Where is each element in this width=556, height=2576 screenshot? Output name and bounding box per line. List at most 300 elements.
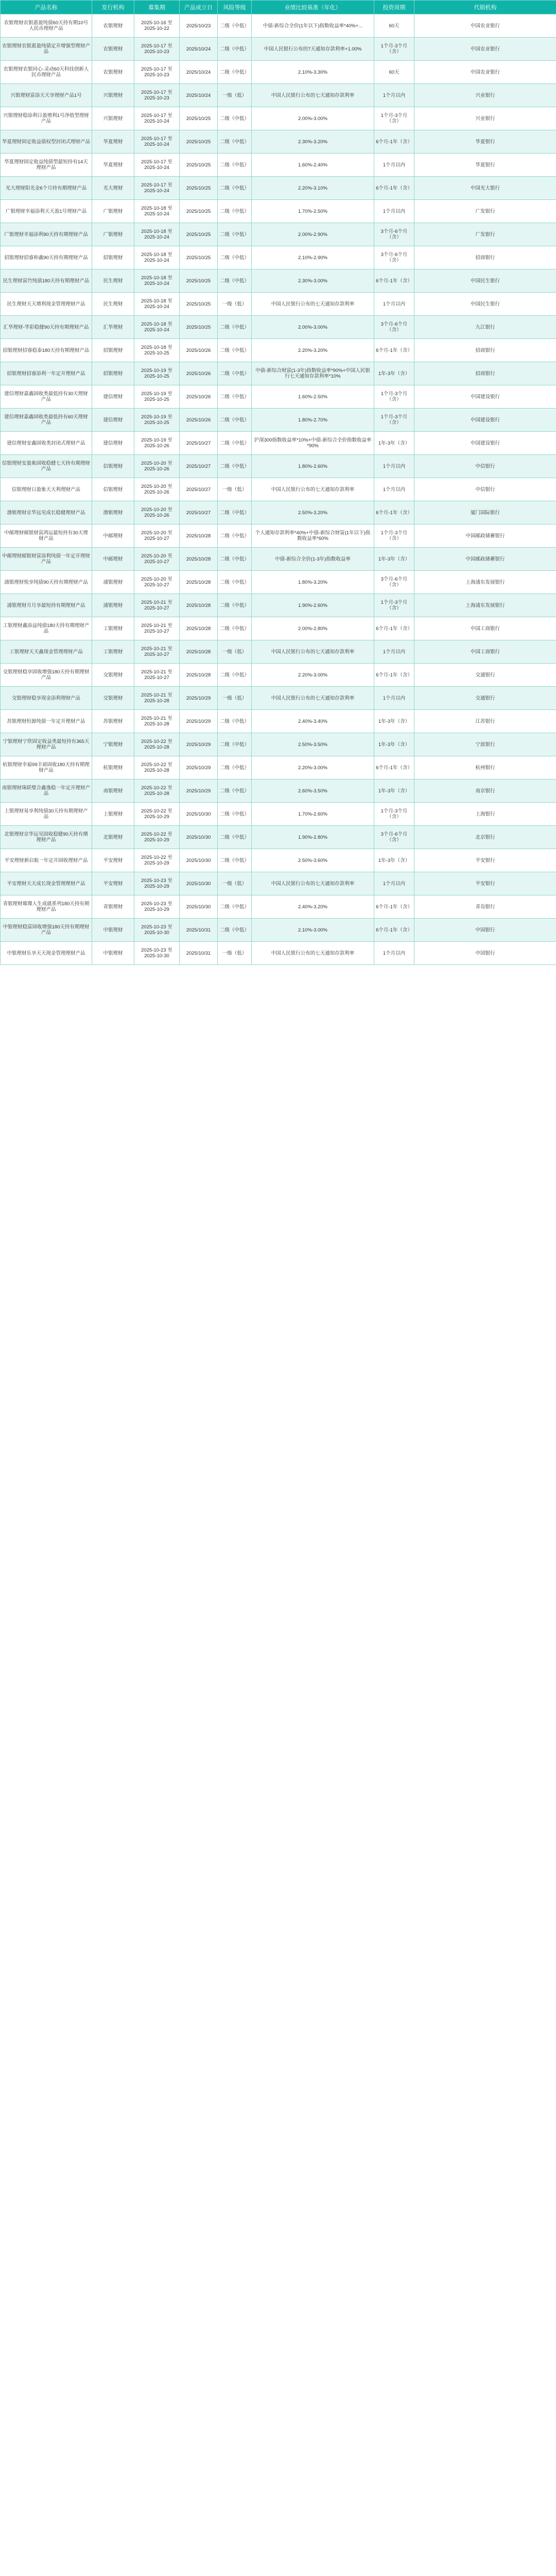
cell-distributor: 华夏银行 xyxy=(414,154,556,177)
header-risk-level: 风险等级 xyxy=(218,1,252,14)
cell-benchmark: 2.20%-3.20% xyxy=(252,339,374,362)
cell-benchmark: 中国人民银行公布的七天通知存款利率 xyxy=(252,478,374,501)
table-row xyxy=(1,130,556,154)
cell-raise-period: 2025-10-18 至 2025-10-24 xyxy=(134,200,180,223)
cell-product-name: 中银理财稳富固收增强180天持有期理财产品 xyxy=(1,919,92,942)
cell-distributor: 中国工商银行 xyxy=(414,617,556,640)
table-row xyxy=(1,61,556,84)
cell-investment-term: 1个月-3个月（含） xyxy=(374,107,414,130)
cell-issuer: 平安理财 xyxy=(92,872,134,895)
cell-raise-period: 2025-10-18 至 2025-10-24 xyxy=(134,293,180,316)
cell-raise-period: 2025-10-23 至 2025-10-29 xyxy=(134,895,180,919)
table-row xyxy=(1,594,556,617)
cell-raise-period: 2025-10-16 至 2025-10-22 xyxy=(134,14,180,38)
cell-issuer: 建信理财 xyxy=(92,385,134,409)
cell-risk-level: 二级（中低） xyxy=(218,849,252,872)
cell-risk-level: 二级（中低） xyxy=(218,919,252,942)
cell-establish-date: 2025/10/28 xyxy=(180,571,218,594)
cell-distributor: 广发银行 xyxy=(414,200,556,223)
cell-raise-period: 2025-10-22 至 2025-10-28 xyxy=(134,733,180,756)
cell-product-name: 北银理财京华远见固收稳健90天持有期理财产品 xyxy=(1,826,92,849)
table-row xyxy=(1,548,556,571)
cell-distributor: 宁波银行 xyxy=(414,733,556,756)
cell-establish-date: 2025/10/30 xyxy=(180,826,218,849)
cell-distributor: 中国建设银行 xyxy=(414,385,556,409)
cell-issuer: 信银理财 xyxy=(92,478,134,501)
cell-risk-level: 二级（中低） xyxy=(218,756,252,779)
cell-establish-date: 2025/10/25 xyxy=(180,223,218,246)
table-row xyxy=(1,919,556,942)
table-row xyxy=(1,687,556,710)
table-row xyxy=(1,849,556,872)
cell-benchmark: 中国人民银行公布的7天通知存款利率+1.00% xyxy=(252,38,374,61)
cell-risk-level: 一级（低） xyxy=(218,478,252,501)
cell-product-name: 建信理财安鑫固收类封闭式理财产品 xyxy=(1,432,92,455)
cell-investment-term: 6个月-1年（含） xyxy=(374,177,414,200)
cell-benchmark: 1.90%-2.60% xyxy=(252,594,374,617)
cell-product-name: 建信理财嘉鑫固收类最低持有60天理财产品 xyxy=(1,409,92,432)
cell-issuer: 华夏理财 xyxy=(92,130,134,154)
cell-investment-term: 6个月-1年（含） xyxy=(374,501,414,524)
header-benchmark: 业绩比较基准（年化） xyxy=(252,1,374,14)
cell-benchmark: 1.80%-3.20% xyxy=(252,571,374,594)
cell-issuer: 中邮理财 xyxy=(92,548,134,571)
cell-establish-date: 2025/10/24 xyxy=(180,38,218,61)
cell-distributor: 上海浦东发展银行 xyxy=(414,571,556,594)
table-row xyxy=(1,710,556,733)
cell-establish-date: 2025/10/29 xyxy=(180,779,218,803)
cell-investment-term: 6个月-1年（含） xyxy=(374,919,414,942)
cell-distributor: 厦门国际银行 xyxy=(414,501,556,524)
cell-raise-period: 2025-10-23 至 2025-10-29 xyxy=(134,872,180,895)
cell-benchmark: 2.00%-2.80% xyxy=(252,617,374,640)
cell-product-name: 杭银理财幸福99丰裕固收180天持有期理财产品 xyxy=(1,756,92,779)
cell-issuer: 汇华理财 xyxy=(92,316,134,339)
table-row xyxy=(1,385,556,409)
cell-distributor: 中国建设银行 xyxy=(414,409,556,432)
cell-risk-level: 二级（中低） xyxy=(218,779,252,803)
cell-investment-term: 1年-3年（含） xyxy=(374,548,414,571)
cell-issuer: 工银理财 xyxy=(92,617,134,640)
cell-benchmark: 2.40%-3.20% xyxy=(252,895,374,919)
cell-issuer: 兴银理财 xyxy=(92,84,134,107)
cell-product-name: 浦银理财月月享最短持有期理财产品 xyxy=(1,594,92,617)
cell-risk-level: 一级（低） xyxy=(218,84,252,107)
cell-establish-date: 2025/10/25 xyxy=(180,316,218,339)
cell-establish-date: 2025/10/28 xyxy=(180,664,218,687)
table-row xyxy=(1,826,556,849)
cell-distributor: 中国农业银行 xyxy=(414,38,556,61)
cell-investment-term: 3个月-6个月（含） xyxy=(374,223,414,246)
cell-product-name: 建信理财嘉鑫固收类最低持有30天理财产品 xyxy=(1,385,92,409)
cell-raise-period: 2025-10-19 至 2025-10-25 xyxy=(134,409,180,432)
cell-establish-date: 2025/10/28 xyxy=(180,594,218,617)
cell-distributor: 中国光大银行 xyxy=(414,177,556,200)
cell-issuer: 杭银理财 xyxy=(92,756,134,779)
cell-product-name: 兴银理财富添天天享理财产品1号 xyxy=(1,84,92,107)
cell-benchmark: 2.10%-3.00% xyxy=(252,919,374,942)
cell-distributor: 交通银行 xyxy=(414,687,556,710)
table-row xyxy=(1,455,556,478)
cell-issuer: 苏银理财 xyxy=(92,710,134,733)
cell-issuer: 信银理财 xyxy=(92,455,134,478)
cell-benchmark: 2.40%-3.40% xyxy=(252,710,374,733)
cell-product-name: 广银理财幸福添利天天盈1号理财产品 xyxy=(1,200,92,223)
cell-issuer: 广银理财 xyxy=(92,200,134,223)
cell-establish-date: 2025/10/25 xyxy=(180,269,218,293)
cell-issuer: 广银理财 xyxy=(92,223,134,246)
cell-risk-level: 二级（中低） xyxy=(218,61,252,84)
cell-distributor: 南京银行 xyxy=(414,779,556,803)
cell-product-name: 民生理财富竹纯债180天持有期理财产品 xyxy=(1,269,92,293)
table-row xyxy=(1,524,556,548)
cell-issuer: 民生理财 xyxy=(92,293,134,316)
cell-issuer: 宁银理财 xyxy=(92,733,134,756)
table-row xyxy=(1,617,556,640)
cell-benchmark: 1.70%-2.60% xyxy=(252,803,374,826)
cell-product-name: 招银理财招睿和鑫90天持有期理财产品 xyxy=(1,246,92,269)
cell-issuer: 浦银理财 xyxy=(92,571,134,594)
cell-product-name: 华夏理财固定收益纯债型最短持有14天理财产品 xyxy=(1,154,92,177)
cell-raise-period: 2025-10-17 至 2025-10-23 xyxy=(134,61,180,84)
cell-investment-term: 1个月以内 xyxy=(374,84,414,107)
cell-risk-level: 二级（中低） xyxy=(218,385,252,409)
cell-establish-date: 2025/10/25 xyxy=(180,293,218,316)
table-row xyxy=(1,14,556,38)
cell-raise-period: 2025-10-19 至 2025-10-25 xyxy=(134,362,180,385)
table-row xyxy=(1,664,556,687)
cell-distributor: 招商银行 xyxy=(414,246,556,269)
cell-raise-period: 2025-10-18 至 2025-10-25 xyxy=(134,339,180,362)
cell-establish-date: 2025/10/29 xyxy=(180,687,218,710)
cell-raise-period: 2025-10-18 至 2025-10-24 xyxy=(134,269,180,293)
cell-benchmark: 2.00%-3.00% xyxy=(252,107,374,130)
cell-risk-level: 二级（中低） xyxy=(218,246,252,269)
table-row xyxy=(1,733,556,756)
cell-risk-level: 一级（低） xyxy=(218,293,252,316)
cell-benchmark: 2.60%-3.50% xyxy=(252,779,374,803)
cell-product-name: 光大理财阳光金6个月持有期理财产品 xyxy=(1,177,92,200)
cell-benchmark: 中债-新综合全价(1年以下)指数收益率*40%+... xyxy=(252,14,374,38)
cell-raise-period: 2025-10-22 至 2025-10-29 xyxy=(134,849,180,872)
cell-investment-term: 60天 xyxy=(374,61,414,84)
cell-benchmark: 中国人民银行公布的七天通知存款利率 xyxy=(252,942,374,965)
cell-investment-term: 1个月以内 xyxy=(374,478,414,501)
cell-issuer: 建信理财 xyxy=(92,432,134,455)
cell-establish-date: 2025/10/27 xyxy=(180,432,218,455)
cell-investment-term: 1个月以内 xyxy=(374,154,414,177)
cell-benchmark: 1.80%-2.70% xyxy=(252,409,374,432)
cell-investment-term: 1个月以内 xyxy=(374,640,414,664)
cell-distributor: 兴业银行 xyxy=(414,84,556,107)
table-row xyxy=(1,756,556,779)
cell-product-name: 工银理财鑫添益纯债180天持有期理财产品 xyxy=(1,617,92,640)
cell-raise-period: 2025-10-21 至 2025-10-27 xyxy=(134,640,180,664)
cell-risk-level: 二级（中低） xyxy=(218,409,252,432)
cell-risk-level: 二级（中低） xyxy=(218,524,252,548)
cell-establish-date: 2025/10/26 xyxy=(180,339,218,362)
cell-product-name: 兴银理财稳添利日盈增利1号净值型理财产品 xyxy=(1,107,92,130)
cell-risk-level: 二级（中低） xyxy=(218,107,252,130)
cell-issuer: 上银理财 xyxy=(92,803,134,826)
cell-establish-date: 2025/10/26 xyxy=(180,409,218,432)
cell-risk-level: 二级（中低） xyxy=(218,895,252,919)
cell-raise-period: 2025-10-17 至 2025-10-24 xyxy=(134,130,180,154)
cell-risk-level: 二级（中低） xyxy=(218,501,252,524)
cell-investment-term: 1个月以内 xyxy=(374,687,414,710)
cell-investment-term: 60天 xyxy=(374,14,414,38)
cell-benchmark: 2.20%-3.00% xyxy=(252,664,374,687)
cell-establish-date: 2025/10/25 xyxy=(180,246,218,269)
cell-risk-level: 二级（中低） xyxy=(218,38,252,61)
cell-product-name: 苏银理财恒源纯债一年定开理财产品 xyxy=(1,710,92,733)
cell-establish-date: 2025/10/28 xyxy=(180,617,218,640)
cell-investment-term: 6个月-1年（含） xyxy=(374,130,414,154)
cell-issuer: 南银理财 xyxy=(92,779,134,803)
cell-issuer: 建信理财 xyxy=(92,409,134,432)
cell-raise-period: 2025-10-22 至 2025-10-29 xyxy=(134,826,180,849)
cell-distributor: 平安银行 xyxy=(414,872,556,895)
table-row xyxy=(1,432,556,455)
cell-establish-date: 2025/10/29 xyxy=(180,710,218,733)
cell-raise-period: 2025-10-21 至 2025-10-27 xyxy=(134,594,180,617)
table-row xyxy=(1,316,556,339)
cell-raise-period: 2025-10-19 至 2025-10-25 xyxy=(134,385,180,409)
cell-product-name: 农银理财农银惠盈纯债60天持有期10号人民币理财产品 xyxy=(1,14,92,38)
cell-benchmark: 1.60%-2.50% xyxy=(252,385,374,409)
table-body xyxy=(1,14,556,965)
table-row xyxy=(1,803,556,826)
cell-product-name: 青银理财璀璨人生成就系列180天持有期理财产品 xyxy=(1,895,92,919)
cell-establish-date: 2025/10/28 xyxy=(180,640,218,664)
cell-investment-term: 3个月-6个月（含） xyxy=(374,826,414,849)
cell-raise-period: 2025-10-20 至 2025-10-26 xyxy=(134,478,180,501)
table-row xyxy=(1,38,556,61)
cell-issuer: 民生理财 xyxy=(92,269,134,293)
table-row xyxy=(1,362,556,385)
cell-investment-term: 3个月-6个月（含） xyxy=(374,571,414,594)
cell-risk-level: 二级（中低） xyxy=(218,200,252,223)
cell-risk-level: 二级（中低） xyxy=(218,455,252,478)
cell-product-name: 信银理财安盈象固收稳健七天持有期理财产品 xyxy=(1,455,92,478)
cell-risk-level: 一级（低） xyxy=(218,872,252,895)
table-row xyxy=(1,409,556,432)
cell-product-name: 农银理财农银惠盈纯债定开增强型理财产品 xyxy=(1,38,92,61)
table-row xyxy=(1,478,556,501)
table-header-row xyxy=(1,1,556,14)
cell-product-name: 平安理财天天成长现金管理理财产品 xyxy=(1,872,92,895)
cell-issuer: 农银理财 xyxy=(92,61,134,84)
cell-investment-term: 6个月-1年（含） xyxy=(374,617,414,640)
wealth-product-table xyxy=(0,0,556,965)
table-row xyxy=(1,872,556,895)
cell-issuer: 渤银理财 xyxy=(92,501,134,524)
cell-distributor: 上海浦东发展银行 xyxy=(414,594,556,617)
table-row xyxy=(1,177,556,200)
header-investment-term: 投资周期 xyxy=(374,1,414,14)
cell-investment-term: 1个月-3个月（含） xyxy=(374,385,414,409)
cell-product-name: 上银理财易享利纯债30天持有期理财产品 xyxy=(1,803,92,826)
cell-risk-level: 二级（中低） xyxy=(218,339,252,362)
cell-distributor: 中国银行 xyxy=(414,942,556,965)
cell-establish-date: 2025/10/30 xyxy=(180,849,218,872)
table-row xyxy=(1,571,556,594)
cell-distributor: 招商银行 xyxy=(414,362,556,385)
cell-establish-date: 2025/10/24 xyxy=(180,84,218,107)
cell-product-name: 渤银理财京华远见成长稳健理财产品 xyxy=(1,501,92,524)
table-row xyxy=(1,246,556,269)
table-row xyxy=(1,339,556,362)
cell-risk-level: 二级（中低） xyxy=(218,154,252,177)
cell-raise-period: 2025-10-17 至 2025-10-23 xyxy=(134,38,180,61)
header-raise-period: 募集期 xyxy=(134,1,180,14)
cell-issuer: 中银理财 xyxy=(92,942,134,965)
table-row xyxy=(1,223,556,246)
cell-risk-level: 二级（中低） xyxy=(218,664,252,687)
cell-product-name: 交银理财稳享现金添利理财产品 xyxy=(1,687,92,710)
cell-risk-level: 一级（低） xyxy=(218,640,252,664)
cell-issuer: 中邮理财 xyxy=(92,524,134,548)
cell-raise-period: 2025-10-21 至 2025-10-28 xyxy=(134,710,180,733)
cell-benchmark: 2.50%-3.50% xyxy=(252,733,374,756)
cell-product-name: 广银理财幸福添利90天持有期理财产品 xyxy=(1,223,92,246)
cell-establish-date: 2025/10/30 xyxy=(180,872,218,895)
cell-risk-level: 二级（中低） xyxy=(218,733,252,756)
cell-distributor: 华夏银行 xyxy=(414,130,556,154)
cell-benchmark: 中国人民银行公布的七天通知存款利率 xyxy=(252,687,374,710)
cell-investment-term: 1个月以内 xyxy=(374,293,414,316)
cell-benchmark: 中债-新综合全价(1-3年)指数收益率 xyxy=(252,548,374,571)
cell-benchmark: 个人通知存款利率*40%+中债-新综合财富(1年以下)指数收益率*60% xyxy=(252,524,374,548)
cell-risk-level: 一级（低） xyxy=(218,942,252,965)
cell-distributor: 江苏银行 xyxy=(414,710,556,733)
cell-investment-term: 6个月-1年（含） xyxy=(374,756,414,779)
cell-risk-level: 二级（中低） xyxy=(218,14,252,38)
cell-distributor: 中国民生银行 xyxy=(414,269,556,293)
cell-investment-term: 6个月-1年（含） xyxy=(374,339,414,362)
cell-establish-date: 2025/10/30 xyxy=(180,803,218,826)
cell-raise-period: 2025-10-21 至 2025-10-27 xyxy=(134,617,180,640)
cell-investment-term: 1个月以内 xyxy=(374,455,414,478)
cell-raise-period: 2025-10-17 至 2025-10-24 xyxy=(134,154,180,177)
cell-product-name: 中银理财乐享天天现金管理理财产品 xyxy=(1,942,92,965)
cell-establish-date: 2025/10/25 xyxy=(180,130,218,154)
cell-benchmark: 中国人民银行公布的七天通知存款利率 xyxy=(252,640,374,664)
cell-distributor: 中国银行 xyxy=(414,919,556,942)
cell-establish-date: 2025/10/27 xyxy=(180,501,218,524)
cell-raise-period: 2025-10-19 至 2025-10-26 xyxy=(134,432,180,455)
cell-benchmark: 2.30%-3.00% xyxy=(252,269,374,293)
cell-issuer: 招银理财 xyxy=(92,246,134,269)
cell-distributor: 中国工商银行 xyxy=(414,640,556,664)
cell-risk-level: 二级（中低） xyxy=(218,617,252,640)
cell-raise-period: 2025-10-21 至 2025-10-28 xyxy=(134,687,180,710)
cell-issuer: 交银理财 xyxy=(92,664,134,687)
cell-issuer: 交银理财 xyxy=(92,687,134,710)
table-row xyxy=(1,154,556,177)
cell-raise-period: 2025-10-18 至 2025-10-24 xyxy=(134,223,180,246)
cell-issuer: 平安理财 xyxy=(92,849,134,872)
cell-distributor: 招商银行 xyxy=(414,339,556,362)
cell-product-name: 浦银理财悦享纯债90天持有期理财产品 xyxy=(1,571,92,594)
cell-risk-level: 二级（中低） xyxy=(218,223,252,246)
cell-investment-term: 1年-3年（含） xyxy=(374,733,414,756)
cell-distributor: 中国邮政储蓄银行 xyxy=(414,548,556,571)
table-row xyxy=(1,269,556,293)
cell-raise-period: 2025-10-17 至 2025-10-24 xyxy=(134,107,180,130)
cell-investment-term: 1个月-3个月（含） xyxy=(374,524,414,548)
table-row xyxy=(1,107,556,130)
cell-raise-period: 2025-10-21 至 2025-10-27 xyxy=(134,664,180,687)
cell-benchmark: 2.00%-3.00% xyxy=(252,316,374,339)
cell-distributor: 上海银行 xyxy=(414,803,556,826)
cell-distributor: 中信银行 xyxy=(414,455,556,478)
cell-risk-level: 二级（中低） xyxy=(218,362,252,385)
table-row xyxy=(1,895,556,919)
cell-issuer: 中银理财 xyxy=(92,919,134,942)
cell-distributor: 广发银行 xyxy=(414,223,556,246)
cell-establish-date: 2025/10/27 xyxy=(180,455,218,478)
cell-risk-level: 二级（中低） xyxy=(218,177,252,200)
cell-establish-date: 2025/10/28 xyxy=(180,524,218,548)
cell-product-name: 交银理财稳享固收增强180天持有期理财产品 xyxy=(1,664,92,687)
cell-raise-period: 2025-10-20 至 2025-10-27 xyxy=(134,571,180,594)
cell-establish-date: 2025/10/25 xyxy=(180,107,218,130)
cell-issuer: 光大理财 xyxy=(92,177,134,200)
cell-establish-date: 2025/10/31 xyxy=(180,942,218,965)
cell-product-name: 华夏理财固定收益债权型封闭式理财产品 xyxy=(1,130,92,154)
cell-establish-date: 2025/10/25 xyxy=(180,200,218,223)
cell-distributor: 中国农业银行 xyxy=(414,14,556,38)
cell-investment-term: 1年-3年（含） xyxy=(374,849,414,872)
cell-investment-term: 1个月以内 xyxy=(374,872,414,895)
cell-establish-date: 2025/10/26 xyxy=(180,385,218,409)
cell-benchmark: 中国人民银行公布的七天通知存款利率 xyxy=(252,293,374,316)
cell-benchmark: 2.10%-2.90% xyxy=(252,246,374,269)
cell-benchmark: 中国人民银行公布的七天通知存款利率 xyxy=(252,872,374,895)
cell-investment-term: 1年-3年（含） xyxy=(374,710,414,733)
cell-raise-period: 2025-10-20 至 2025-10-27 xyxy=(134,548,180,571)
cell-benchmark: 2.20%-3.10% xyxy=(252,177,374,200)
table-row xyxy=(1,501,556,524)
cell-product-name: 农银理财农银同心·灵动60天科技创新人民币理财产品 xyxy=(1,61,92,84)
cell-risk-level: 二级（中低） xyxy=(218,130,252,154)
cell-risk-level: 二级（中低） xyxy=(218,316,252,339)
cell-raise-period: 2025-10-22 至 2025-10-29 xyxy=(134,803,180,826)
cell-distributor: 杭州银行 xyxy=(414,756,556,779)
cell-benchmark: 1.90%-2.80% xyxy=(252,826,374,849)
cell-investment-term: 1个月-3个月（含） xyxy=(374,803,414,826)
cell-distributor: 中国邮政储蓄银行 xyxy=(414,524,556,548)
cell-product-name: 招银理财招睿添利一年定开理财产品 xyxy=(1,362,92,385)
cell-establish-date: 2025/10/28 xyxy=(180,548,218,571)
cell-distributor: 青岛银行 xyxy=(414,895,556,919)
cell-establish-date: 2025/10/31 xyxy=(180,919,218,942)
cell-product-name: 南银理财珠联璧合鑫逸稳一年定开理财产品 xyxy=(1,779,92,803)
cell-investment-term: 3个月-6个月（含） xyxy=(374,246,414,269)
cell-investment-term: 1年-3年（含） xyxy=(374,779,414,803)
table-row xyxy=(1,779,556,803)
cell-issuer: 兴银理财 xyxy=(92,107,134,130)
cell-distributor: 中信银行 xyxy=(414,478,556,501)
cell-raise-period: 2025-10-20 至 2025-10-26 xyxy=(134,501,180,524)
cell-establish-date: 2025/10/26 xyxy=(180,362,218,385)
cell-raise-period: 2025-10-23 至 2025-10-30 xyxy=(134,942,180,965)
cell-investment-term: 1年-3年（含） xyxy=(374,362,414,385)
cell-benchmark: 1.70%-2.50% xyxy=(252,200,374,223)
cell-investment-term: 1个月-3个月（含） xyxy=(374,409,414,432)
cell-risk-level: 一级（低） xyxy=(218,687,252,710)
